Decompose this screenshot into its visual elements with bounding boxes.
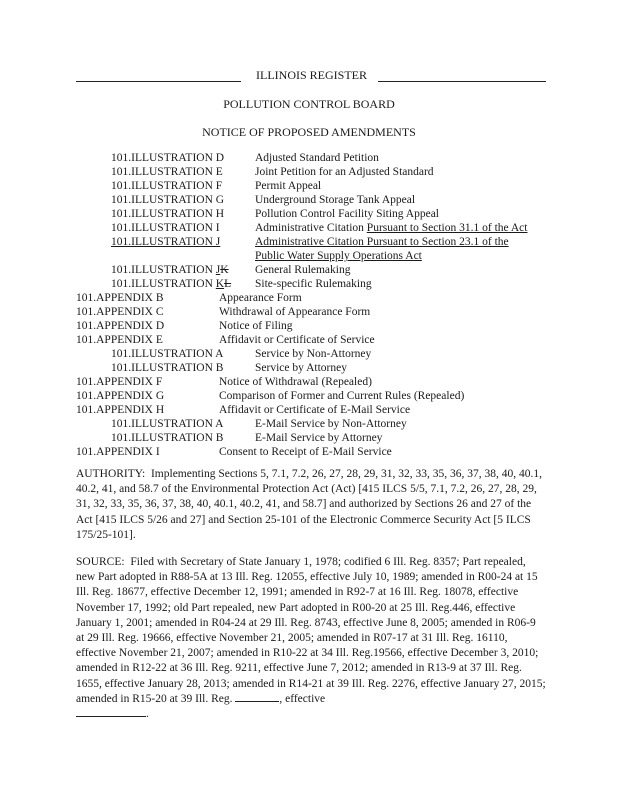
header-rule-left (76, 81, 241, 82)
source-blank-reg (235, 692, 279, 702)
toc-title: Appearance Form (219, 292, 302, 304)
source-blank-date (76, 707, 146, 717)
source-paragraph (76, 555, 546, 722)
authority-label: AUTHORITY: (76, 468, 146, 480)
toc-code-inserted: J (215, 264, 221, 276)
toc-title: Permit Appeal (255, 180, 322, 192)
toc-code-deleted: L (224, 278, 232, 290)
toc-code-inserted: K (215, 278, 225, 290)
toc-title: Joint Petition for an Adjusted Standard (255, 166, 434, 178)
toc-title-continued: Public Water Supply Operations Act (255, 250, 422, 262)
toc-code: 101.ILLUSTRATION H (111, 208, 225, 220)
toc-title: Pollution Control Facility Siting Appeal (255, 208, 440, 220)
toc-code: 101.ILLUSTRATION B (111, 432, 224, 444)
toc-title: Service by Attorney (255, 362, 347, 374)
board-title: POLLUTION CONTROL BOARD (223, 97, 395, 111)
toc-title: E-Mail Service by Attorney (255, 432, 383, 444)
toc-code: 101.ILLUSTRATION B (111, 362, 224, 374)
toc-title: Notice of Filing (219, 320, 293, 332)
toc-title: Comparison of Former and Current Rules (Repealed) (219, 390, 465, 402)
toc-code: 101.APPENDIX C (76, 306, 164, 318)
authority-paragraph (76, 467, 546, 543)
toc-title: Affidavit or Certificate of E-Mail Service (219, 404, 411, 416)
source-end: . (146, 708, 149, 721)
toc-title: Service by Non-Attorney (255, 348, 372, 360)
toc-title: Underground Storage Tank Appeal (255, 194, 416, 206)
register-title: ILLINOIS REGISTER (256, 68, 367, 82)
toc-title: Adjusted Standard Petition (255, 152, 379, 164)
toc-code: 101.ILLUSTRATION A (111, 418, 224, 430)
toc-title: General Rulemaking (255, 264, 351, 276)
toc-title-plain: Administrative Citation (255, 222, 367, 234)
toc-code: 101.APPENDIX H (76, 404, 165, 416)
toc-code: 101.APPENDIX B (76, 292, 164, 304)
toc-title: Affidavit or Certificate of Service (219, 334, 375, 346)
toc-code: 101.APPENDIX G (76, 390, 165, 402)
toc-code: 101.ILLUSTRATION G (111, 194, 225, 206)
toc-code (111, 278, 231, 290)
toc-code: 101.ILLUSTRATION F (111, 180, 223, 192)
toc-code: 101.ILLUSTRATION E (111, 166, 223, 178)
notice-title: NOTICE OF PROPOSED AMENDMENTS (202, 125, 416, 139)
toc-code: 101.APPENDIX E (76, 334, 163, 346)
toc-title: E-Mail Service by Non-Attorney (255, 418, 407, 430)
toc-code: 101.ILLUSTRATION I (111, 222, 220, 234)
source-trailing: , effective (279, 692, 326, 705)
toc-code-base: 101.ILLUSTRATION (111, 264, 216, 276)
toc-code-deleted: K (220, 264, 229, 276)
toc-code: 101.APPENDIX D (76, 320, 165, 332)
toc-code: 101.ILLUSTRATION A (111, 348, 224, 360)
source-text: Filed with Secretary of State January 1, 1978; codified 6 Ill. Reg. 8357; Part repealed, new Part adopted in R88-5A at 13 Ill. Reg. 12055, effective July 10, 1989; amended in R00-24 at 15 Ill. Reg. 18677, effective December 12, 1991; amended in R92-7 at 16 Ill. Reg. 18078, effective November 17, 1992; old Part repealed, new Part adopted in R00-20 at 25 Ill. Reg.446, effective January 1, 2001; amended in R04-24 at 29 Ill. Reg. 8743, effective June 8, 2005; amended in R06-9 at 29 Ill. Reg. 19666, effective November 21, 2005; amended in R07-17 at 31 Ill. Reg. 16110, effective November 21, 2007; amended in R10-22 at 34 Ill. Reg.19566, effective December 3, 2010; amended in R12-22 at 36 Ill. Reg. 9211, effective June 7, 2012; amended in R13-9 at 37 Ill. Reg. 1655, effective January 28, 2013; amended in R14-21 at 39 Ill. Reg. 2276, effective January 27, 2015; amended in R15-20 at 39 Ill. Reg. (76, 556, 546, 705)
source-label: SOURCE: (76, 556, 125, 568)
toc-title-inserted: Pursuant to Section 31.1 of the Act (366, 222, 528, 234)
toc-title: Site-specific Rulemaking (255, 278, 372, 290)
toc-code: 101.APPENDIX I (76, 446, 160, 458)
toc-code: 101.ILLUSTRATION D (111, 152, 225, 164)
authority-text: Implementing Sections 5, 7.1, 7.2, 26, 27, 28, 29, 31, 32, 33, 35, 36, 37, 38, 40, 40.1, 40.2, 41, and 58.7 of the Environmental Protection Act (Act) [415 ILCS 5/5, 7.1, 7.2, 26, 27, 28, 29, 31, 32, 33, 35, 36, 37, 38, 40, 40.1, 40.2, 41, and 58.7] and authorized by Sections 26 and 27 of the Act [415 ILCS 5/26 and 27] and Section 25-101 of the Electronic Commerce Security Act [5 ILCS 175/25-101]. (76, 468, 542, 541)
toc-title: Administrative Citation Pursuant to Section 23.1 of the (255, 236, 509, 248)
toc-title: Withdrawal of Appearance Form (219, 306, 371, 318)
toc-code-base: 101.ILLUSTRATION (111, 278, 216, 290)
toc-title (255, 222, 527, 234)
toc-title: Consent to Receipt of E-Mail Service (219, 446, 392, 458)
toc-code: 101.APPENDIX F (76, 376, 163, 388)
toc-code (111, 264, 229, 276)
toc-code: 101.ILLUSTRATION J (111, 236, 221, 248)
toc-title: Notice of Withdrawal (Repealed) (219, 376, 372, 388)
header-rule-right (378, 81, 546, 82)
